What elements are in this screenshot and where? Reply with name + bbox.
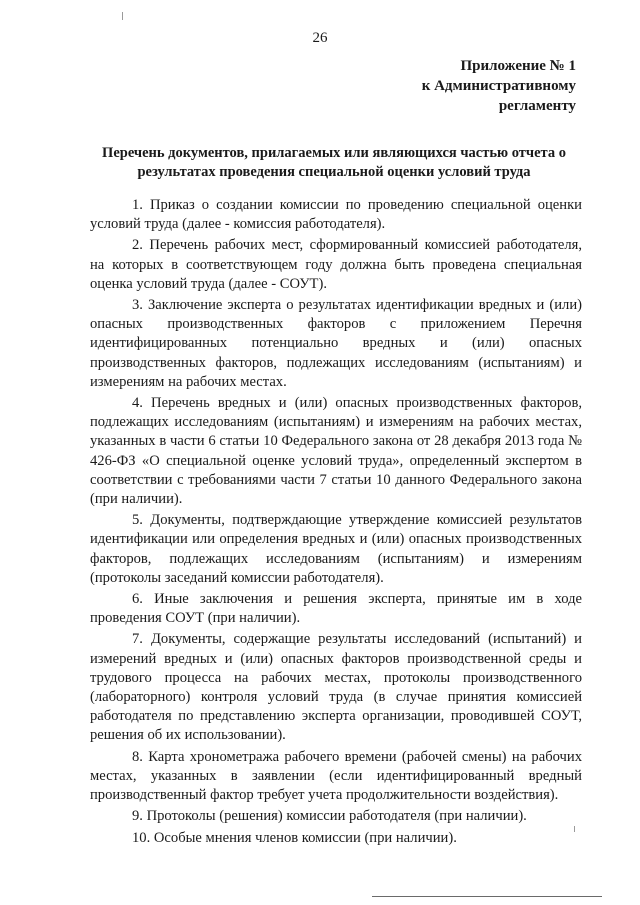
scan-artifact [122, 12, 123, 20]
scan-artifact-right [574, 826, 575, 832]
page-number: 26 [312, 30, 328, 46]
list-item-2: 2. Перечень рабочих мест, сформированный комиссией работодателя, на которых в соответствующем году должна быть проведена специальная оценка условий труда (далее - СОУТ). [90, 237, 582, 292]
document-list [90, 196, 582, 850]
appendix-reference: к Административному [421, 78, 576, 94]
list-item-10: 10. Особые мнения членов комиссии (при наличии). [132, 829, 457, 846]
list-item-9: 9. Протоколы (решения) комиссии работодателя (при наличии). [132, 808, 527, 825]
list-item-1: 1. Приказ о создании комиссии по проведению специальной оценки условий труда (далее - комиссия работодателя). [90, 197, 582, 233]
appendix-header [336, 56, 576, 116]
document-title-line-1: Перечень документов, прилагаемых или являющихся частью отчета о [102, 145, 566, 161]
list-item-7: 7. Документы, содержащие результаты исследований (испытаний) и измерений вредных и (или) опасных факторов производственной среды и трудового процесса на рабочих местах, протоколы производственного (лабораторного) контроля условий труда (в случае принятия комиссией работодателя по представлению эксперта организации, проводившей СОУТ, решения об их использовании). [90, 631, 582, 744]
list-item-8: 8. Карта хронометража рабочего времени (рабочей смены) на рабочих местах, указанных в заявлении (если идентифицированный вредный производственный фактор требует учета продолжительности воздействия). [90, 748, 582, 804]
list-item-4: 4. Перечень вредных и (или) опасных производственных факторов, подлежащих исследованиям (испытаниям) и измерениям на рабочих местах, указанных в части 6 статьи 10 Федерального закона от 28 декабря 2013 года № 426-ФЗ «О специальной оценке условий труда», определенный экспертом в соответствии с требованиями части 7 статьи 10 данного Федерального закона (при наличии). [90, 395, 582, 508]
bottom-rule [372, 896, 602, 897]
list-item-3: 3. Заключение эксперта о результатах идентификации вредных и (или) опасных производственных факторов с приложением Перечня идентифицированных потенциально вредных и (или) опасных производственных факторов, подлежащих исследованиям (испытаниям) и измерениям на рабочих местах. [90, 297, 582, 390]
document-title-line-2: результатах проведения специальной оценки условий труда [137, 164, 531, 180]
appendix-number: Приложение № 1 [460, 58, 576, 74]
list-item-6: 6. Иные заключения и решения эксперта, принятые им в ходе проведения СОУТ (при наличии). [90, 591, 582, 627]
appendix-reference-continued: регламенту [498, 98, 576, 114]
list-item-5: 5. Документы, подтверждающие утверждение комиссией результатов идентификации или определения вредных и (или) опасных производственных факторов, подлежащих исследованиям (испытаниям) и измерениям (протоколы заседаний комиссии работодателя). [90, 512, 582, 586]
document-title [86, 144, 582, 182]
